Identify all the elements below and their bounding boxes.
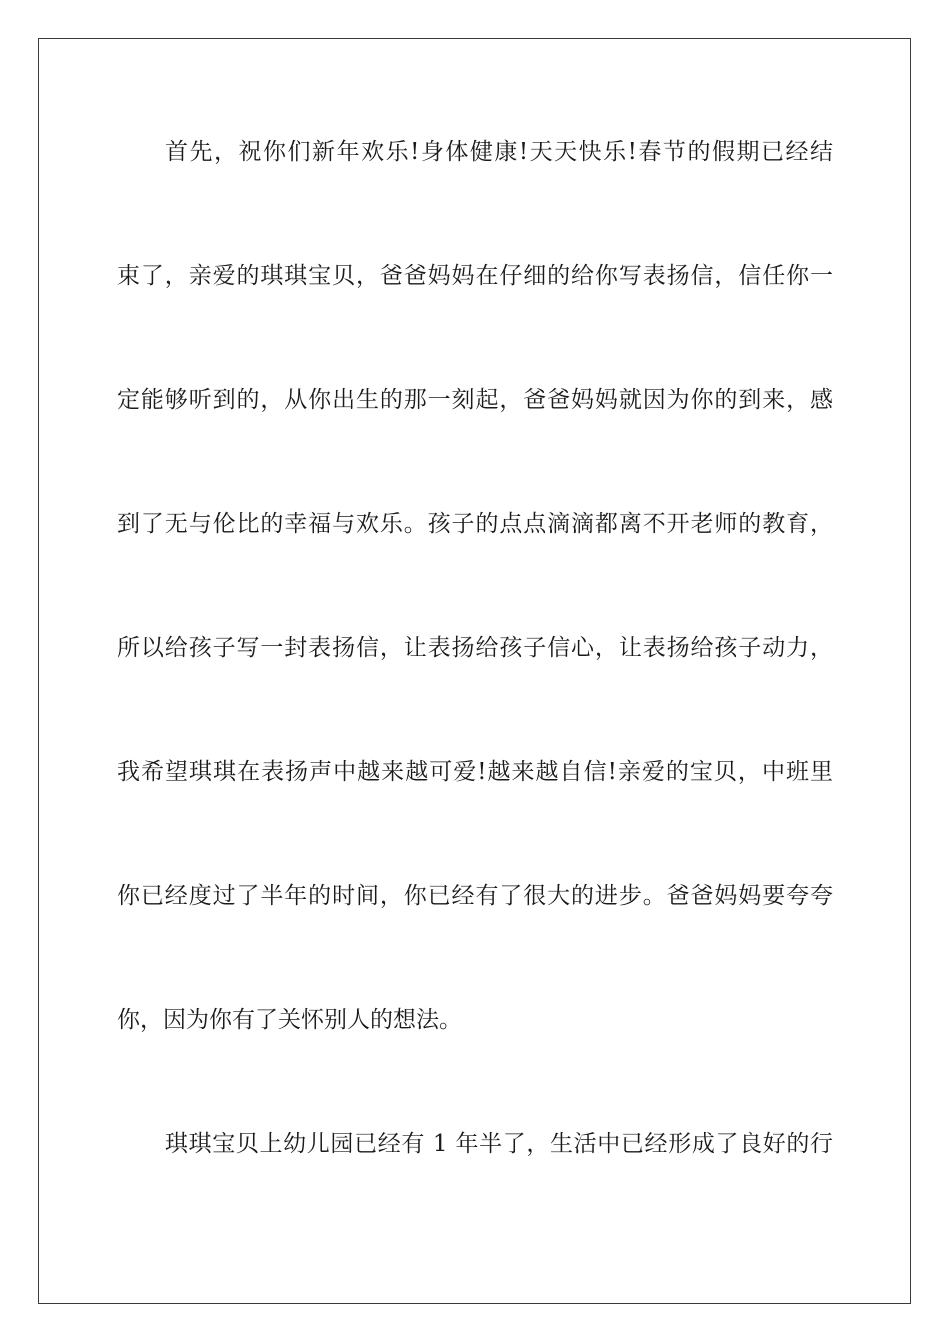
page-border [38,38,911,1304]
paragraph-1-line-1: 首先，祝你们新年欢乐!身体健康!天天快乐!春节的假期已经结 [165,139,833,165]
paragraph-1-line-2: 束了，亲爱的琪琪宝贝，爸爸妈妈在仔细的给你写表扬信，信任你一 [117,263,833,289]
paragraph-1-line-5: 所以给孩子写一封表扬信，让表扬给孩子信心，让表扬给孩子动力， [117,635,833,661]
paragraph-1-line-7: 你已经度过了半年的时间，你已经有了很大的进步。爸爸妈妈要夸夸 [117,883,833,909]
paragraph-2-line-1: 琪琪宝贝上幼儿园已经有 1 年半了，生活中已经形成了良好的行 [165,1131,833,1157]
paragraph-1-line-3: 定能够听到的，从你出生的那一刻起，爸爸妈妈就因为你的到来，感 [117,387,833,413]
paragraph-1-line-4: 到了无与伦比的幸福与欢乐。孩子的点点滴滴都离不开老师的教育， [117,511,833,537]
paragraph-1-line-8: 你，因为你有了关怀别人的想法。 [117,1007,462,1033]
paragraph-1-line-6: 我希望琪琪在表扬声中越来越可爱!越来越自信!亲爱的宝贝，中班里 [117,759,833,785]
